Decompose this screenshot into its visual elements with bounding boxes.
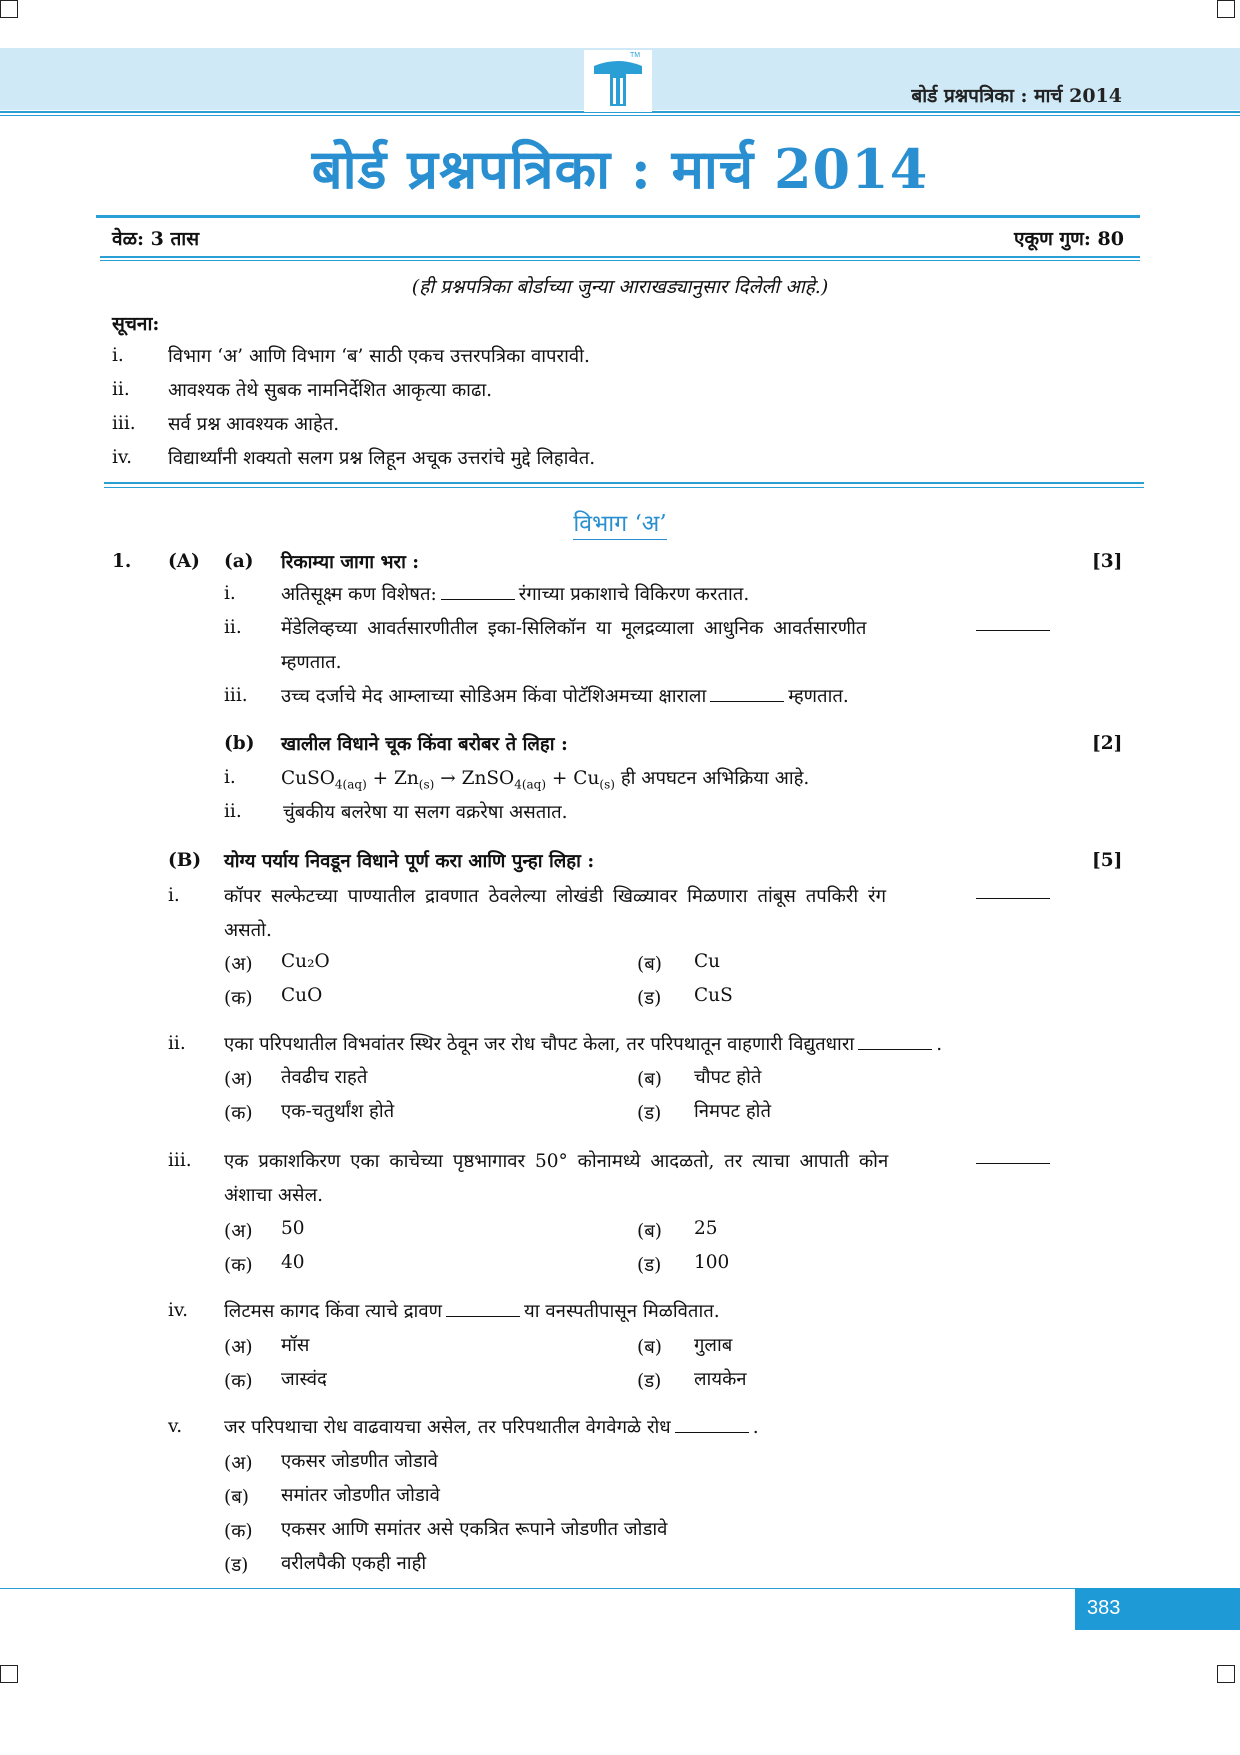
answer-blank bbox=[446, 1315, 520, 1317]
crop-mark-bottom-left bbox=[0, 1665, 18, 1683]
subpart-heading: रिकाम्या जागा भरा : bbox=[281, 552, 420, 573]
total-marks: एकूण गुण: 80 bbox=[1014, 228, 1124, 250]
part-label: (B) bbox=[168, 850, 202, 871]
option-key: (अ) bbox=[224, 1337, 253, 1358]
item-num: i. bbox=[168, 885, 180, 906]
page-number-box bbox=[1075, 1588, 1240, 1630]
answer-blank bbox=[858, 1048, 932, 1050]
exam-time: वेळ: 3 तास bbox=[112, 228, 200, 250]
option-value: जास्वंद bbox=[281, 1369, 327, 1390]
part-label: (A) bbox=[168, 551, 200, 572]
marks-label: [2] bbox=[1092, 733, 1123, 754]
item-continuation: म्हणतात. bbox=[281, 652, 342, 673]
instruction-text: विभाग ‘अ’ आणि विभाग ‘ब’ साठी एकच उत्तरपत्रिका वापरावी. bbox=[168, 346, 590, 367]
option-key: (अ) bbox=[224, 1069, 253, 1090]
option-value: लायकेन bbox=[694, 1369, 747, 1390]
option-key: (ड) bbox=[224, 1555, 249, 1576]
mcq-question: जर परिपथाचा रोध वाढवायचा असेल, तर परिपथातील वेगवेगळे रोध . bbox=[224, 1417, 759, 1438]
item-num: iii. bbox=[224, 685, 248, 706]
item-num: iii. bbox=[168, 1150, 192, 1171]
option-value: 100 bbox=[694, 1252, 730, 1273]
page-title: बोर्ड प्रश्नपत्रिका : मार्च 2014 bbox=[311, 137, 929, 201]
instruction-num: i. bbox=[112, 345, 124, 366]
page-number: 383 bbox=[1087, 1597, 1121, 1619]
option-key: (ब) bbox=[637, 1069, 662, 1090]
option-key: (क) bbox=[224, 1103, 253, 1124]
option-value: एक-चतुर्थांश होते bbox=[281, 1101, 395, 1122]
option-key: (अ) bbox=[224, 954, 253, 975]
question-number: 1. bbox=[112, 551, 132, 572]
option-key: (अ) bbox=[224, 1221, 253, 1242]
item-num: ii. bbox=[224, 617, 242, 638]
fill-blank-item: उच्च दर्जाचे मेद आम्लाच्या सोडिअम किंवा पोटॅशिअमच्या क्षाराला म्हणतात. bbox=[281, 686, 849, 707]
item-num: ii. bbox=[168, 1033, 186, 1054]
instruction-num: ii. bbox=[112, 379, 130, 400]
instructions-heading: सूचना: bbox=[112, 313, 160, 335]
option-key: (क) bbox=[224, 988, 253, 1009]
option-key: (ब) bbox=[637, 954, 662, 975]
paper-note: (ही प्रश्नपत्रिका बोर्डाच्या जुन्या आराखड्यानुसार दिलेली आहे.) bbox=[411, 276, 829, 298]
item-num: i. bbox=[224, 767, 236, 788]
equation-item: CuSO$_{4(aq)}$ + $Zn_{(s)}$ → ZnSO$_{4(aq)}$ + $Cu_{(s)}$ ही अपघटन अभिक्रिया आहे. bbox=[281, 768, 810, 792]
answer-blank bbox=[710, 700, 784, 702]
option-value: मॉस bbox=[281, 1335, 310, 1356]
footer-rule bbox=[0, 1588, 1240, 1589]
crop-mark-bottom-right bbox=[1217, 1665, 1235, 1683]
instruction-text: विद्यार्थ्यांनी शक्यतो सलग प्रश्न लिहून अचूक उत्तरांचे मुद्दे लिहावेत. bbox=[168, 448, 596, 469]
meta-rule-top bbox=[96, 215, 1140, 218]
statement-item: चुंबकीय बलरेषा या सलग वक्ररेषा असतात. bbox=[283, 802, 568, 823]
option-value: निमपट होते bbox=[694, 1101, 771, 1122]
option-key: (ब) bbox=[224, 1487, 249, 1508]
option-value: वरीलपैकी एकही नाही bbox=[281, 1553, 427, 1574]
header-rule-thin bbox=[0, 115, 1240, 116]
trademark-mark: TM bbox=[630, 52, 641, 59]
item-num: iv. bbox=[168, 1300, 189, 1321]
mcq-question: लिटमस कागद किंवा त्याचे द्रावण या वनस्पतीपासून मिळवितात. bbox=[224, 1301, 720, 1322]
fill-blank-item: अतिसूक्ष्म कण विशेषत: रंगाच्या प्रकाशाचे विकिरण करतात. bbox=[281, 584, 750, 605]
option-key: (ब) bbox=[637, 1221, 662, 1242]
mcq-question: एका परिपथातील विभवांतर स्थिर ठेवून जर रोध चौपट केला, तर परिपथातून वाहणारी विद्युतधारा . bbox=[224, 1034, 943, 1055]
option-key: (ड) bbox=[637, 988, 662, 1009]
option-value: एकसर आणि समांतर असे एकत्रित रूपाने जोडणीत जोडावे bbox=[281, 1519, 668, 1540]
subpart-label: (b) bbox=[224, 733, 255, 754]
running-header-title: बोर्ड प्रश्नपत्रिका : मार्च 2014 bbox=[911, 85, 1122, 107]
option-key: (ब) bbox=[637, 1337, 662, 1358]
subpart-heading: खालील विधाने चूक किंवा बरोबर ते लिहा : bbox=[281, 734, 568, 755]
option-value: गुलाब bbox=[694, 1335, 733, 1356]
option-value: Cu bbox=[694, 951, 721, 972]
item-continuation: असतो. bbox=[224, 920, 272, 941]
item-continuation: अंशाचा असेल. bbox=[224, 1185, 323, 1206]
crop-mark-top-right bbox=[1217, 0, 1235, 18]
option-key: (क) bbox=[224, 1521, 253, 1542]
fill-blank-item: मेंडेलिव्हच्या आवर्तसारणीतील इका-सिलिकॉन या मूलद्रव्याला आधुनिक आवर्तसारणीत bbox=[281, 618, 867, 639]
option-key: (अ) bbox=[224, 1453, 253, 1474]
option-value: 25 bbox=[694, 1218, 718, 1239]
answer-blank bbox=[675, 1431, 749, 1433]
option-key: (ड) bbox=[637, 1255, 662, 1276]
option-value: CuS bbox=[694, 985, 733, 1006]
option-value: समांतर जोडणीत जोडावे bbox=[281, 1485, 440, 1506]
item-num: i. bbox=[224, 583, 236, 604]
instruction-num: iii. bbox=[112, 413, 136, 434]
option-value: चौपट होते bbox=[694, 1067, 762, 1088]
meta-rule-bottom bbox=[100, 256, 1140, 258]
option-value: एकसर जोडणीत जोडावे bbox=[281, 1451, 438, 1472]
mcq-question: कॉपर सल्फेटच्या पाण्यातील द्रावणात ठेवलेल्या लोखंडी खिळ्यावर मिळणारा तांबूस तपकिरी रंग bbox=[224, 886, 887, 907]
publisher-logo bbox=[584, 50, 652, 112]
instruction-text: आवश्यक तेथे सुबक नामनिर्देशित आकृत्या काढा. bbox=[168, 380, 493, 401]
item-num: ii. bbox=[224, 801, 242, 822]
logo-t-icon bbox=[584, 50, 652, 112]
answer-blank bbox=[441, 598, 515, 600]
section-rule bbox=[104, 482, 1144, 484]
answer-blank bbox=[972, 1148, 1054, 1169]
instruction-num: iv. bbox=[112, 447, 133, 468]
marks-label: [3] bbox=[1092, 551, 1123, 572]
instruction-text: सर्व प्रश्न आवश्यक आहेत. bbox=[168, 414, 340, 435]
answer-blank bbox=[972, 883, 1054, 904]
answer-blank bbox=[972, 615, 1054, 636]
mcq-question: एक प्रकाशकिरण एका काचेच्या पृष्ठभागावर 50° कोनामध्ये आदळतो, तर त्याचा आपाती कोन bbox=[224, 1151, 889, 1172]
option-value: तेवढीच राहते bbox=[281, 1067, 368, 1088]
option-key: (क) bbox=[224, 1255, 253, 1276]
marks-label: [5] bbox=[1092, 850, 1123, 871]
option-key: (ड) bbox=[637, 1103, 662, 1124]
subpart-label: (a) bbox=[224, 551, 254, 572]
option-key: (क) bbox=[224, 1371, 253, 1392]
section-title: विभाग ‘अ’ bbox=[0, 506, 1240, 538]
crop-mark-top-left bbox=[0, 0, 18, 18]
option-value: CuO bbox=[281, 985, 323, 1006]
part-heading: योग्य पर्याय निवडून विधाने पूर्ण करा आणि पुन्हा लिहा : bbox=[224, 851, 595, 872]
meta-rule-bottom-thin bbox=[100, 260, 1140, 261]
option-key: (ड) bbox=[637, 1371, 662, 1392]
option-value: 50 bbox=[281, 1218, 305, 1239]
option-value: Cu₂O bbox=[281, 951, 330, 972]
option-value: 40 bbox=[281, 1252, 305, 1273]
item-num: v. bbox=[168, 1416, 183, 1437]
section-rule-thin bbox=[104, 487, 1144, 488]
